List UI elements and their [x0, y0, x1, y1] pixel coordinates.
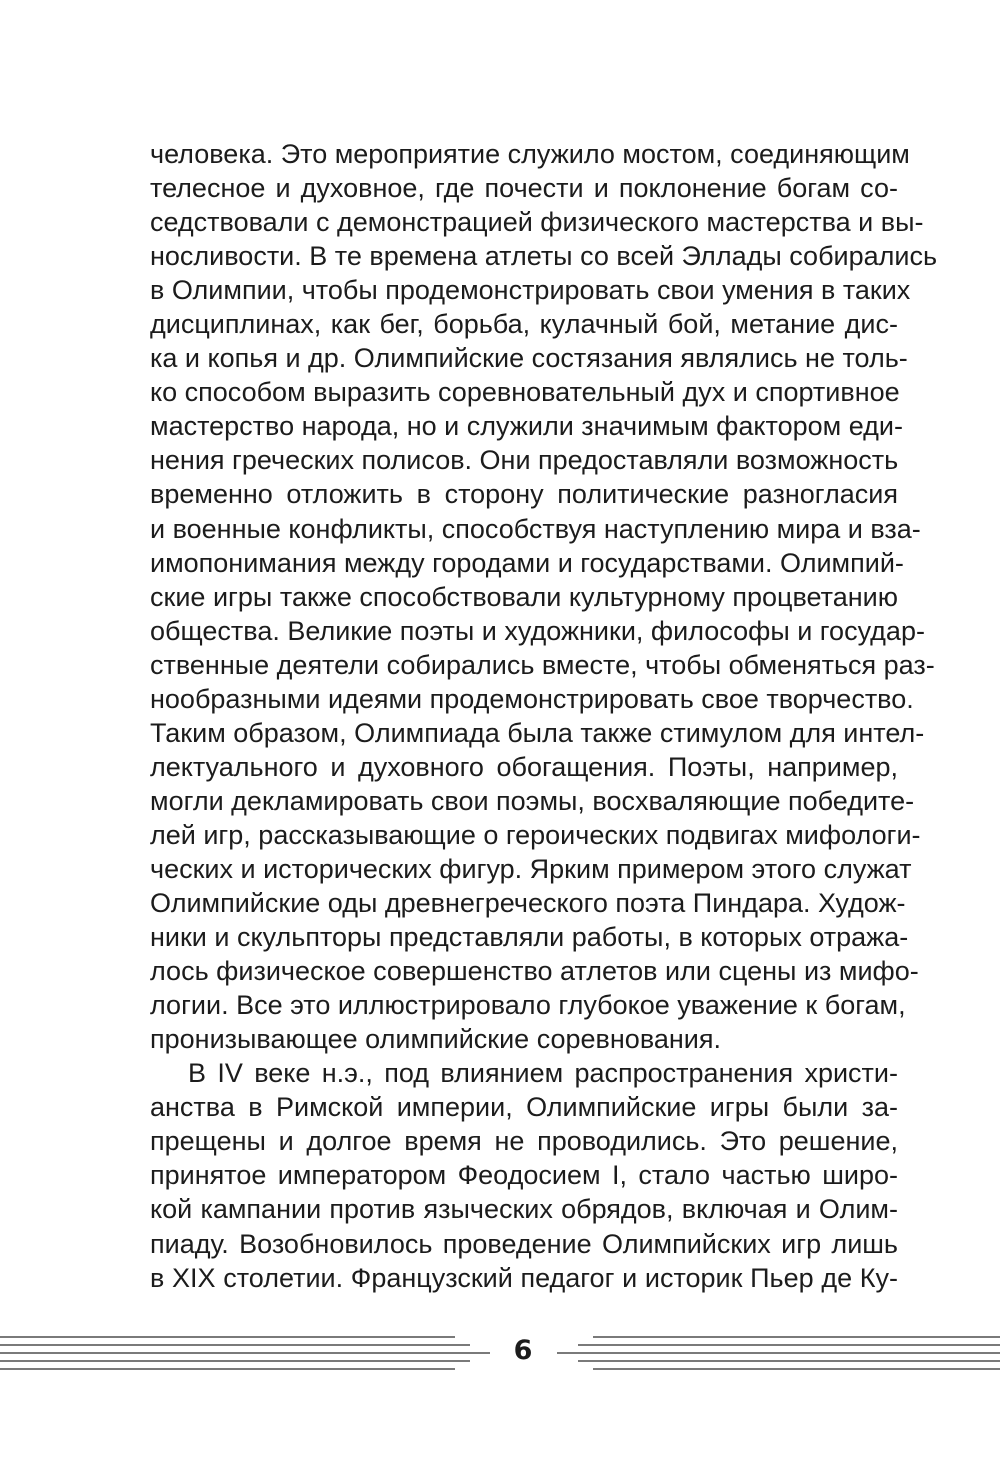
footer-rule-right [578, 1344, 1000, 1346]
text-line: лектуального и духовного обогащения. Поэты, например, [150, 751, 898, 782]
text-line: в Олимпии, чтобы продемонстрировать свои умения в таких [150, 275, 911, 306]
text-line: в XIX столетии. Французский педагог и историк Пьер де Ку- [150, 1262, 898, 1293]
text-line: принятое императором Феодосием I, стало частью широ- [150, 1160, 898, 1191]
footer-rule-right [593, 1368, 1000, 1370]
paragraph-start-line: В IV веке н.э., под влиянием распространения христи- [188, 1058, 898, 1089]
text-line: носливости. В те времена атлеты со всей Эллады собирались [150, 241, 938, 272]
page-footer [0, 1328, 1000, 1378]
footer-rule-left [0, 1336, 455, 1338]
text-line: лось физическое совершенство атлетов или сцены из мифо- [150, 956, 919, 987]
text-line: мастерство народа, но и служили значимым фактором еди- [150, 411, 903, 442]
footer-rule-left [0, 1368, 455, 1370]
text-line: ники и скульпторы представляли работы, в которых отража- [150, 922, 909, 953]
text-line: имопонимания между городами и государствами. Олимпий- [150, 547, 904, 578]
text-line: могли декламировать свои поэмы, восхваляющие победите- [150, 785, 915, 816]
footer-rule-left [0, 1360, 470, 1362]
footer-rule-right [593, 1336, 1000, 1338]
text-line: логии. Все это иллюстрировало глубокое уважение к богам, [150, 990, 906, 1021]
footer-rule-right [557, 1352, 1000, 1354]
text-line: и военные конфликты, способствуя наступлению мира и вза- [150, 513, 921, 544]
footer-rule-right [578, 1360, 1000, 1362]
text-line: седствовали с демонстрацией физического мастерства и вы- [150, 207, 924, 238]
text-line: лей игр, рассказывающие о героических подвигах мифологи- [150, 819, 921, 850]
paragraph-end-line: пронизывающее олимпийские соревнования. [150, 1024, 721, 1055]
text-line: Таким образом, Олимпиада была также стимулом для интел- [150, 717, 925, 748]
text-line: дисциплинах, как бег, борьба, кулачный бой, метание дис- [150, 309, 898, 340]
text-line: прещены и долгое время не проводились. Это решение, [150, 1126, 898, 1157]
text-line: ко способом выразить соревновательный дух и спортивное [150, 377, 900, 408]
text-line: телесное и духовное, где почести и поклонение богам со- [150, 173, 898, 204]
text-line: ка и копья и др. Олимпийские состязания являлись не толь- [150, 343, 908, 374]
footer-rule-left [0, 1352, 490, 1354]
text-line: пиаду. Возобновилось проведение Олимпийских игр лишь [150, 1228, 898, 1259]
footer-rule-left [0, 1344, 470, 1346]
text-line: кой кампании против языческих обрядов, включая и Олим- [150, 1194, 898, 1225]
page-number: 6 [513, 1335, 533, 1366]
text-line: ственные деятели собирались вместе, чтобы обменяться раз- [150, 649, 935, 680]
text-line: общества. Великие поэты и художники, философы и государ- [150, 615, 925, 646]
text-line: нообразными идеями продемонстрировать свое творчество. [150, 683, 914, 714]
body-text [150, 137, 938, 1295]
text-line: анства в Римской империи, Олимпийские игры были за- [150, 1092, 898, 1123]
text-line: временно отложить в сторону политические разногласия [150, 479, 898, 510]
text-line: человека. Это мероприятие служило мостом, соединяющим [150, 139, 910, 169]
text-line: Олимпийские оды древнегреческого поэта Пиндара. Худож- [150, 888, 906, 919]
text-line: ческих и исторических фигур. Ярким примером этого служат [150, 853, 912, 884]
text-line: нения греческих полисов. Они предоставляли возможность [150, 445, 899, 476]
text-line: ские игры также способствовали культурному процветанию [150, 581, 898, 612]
